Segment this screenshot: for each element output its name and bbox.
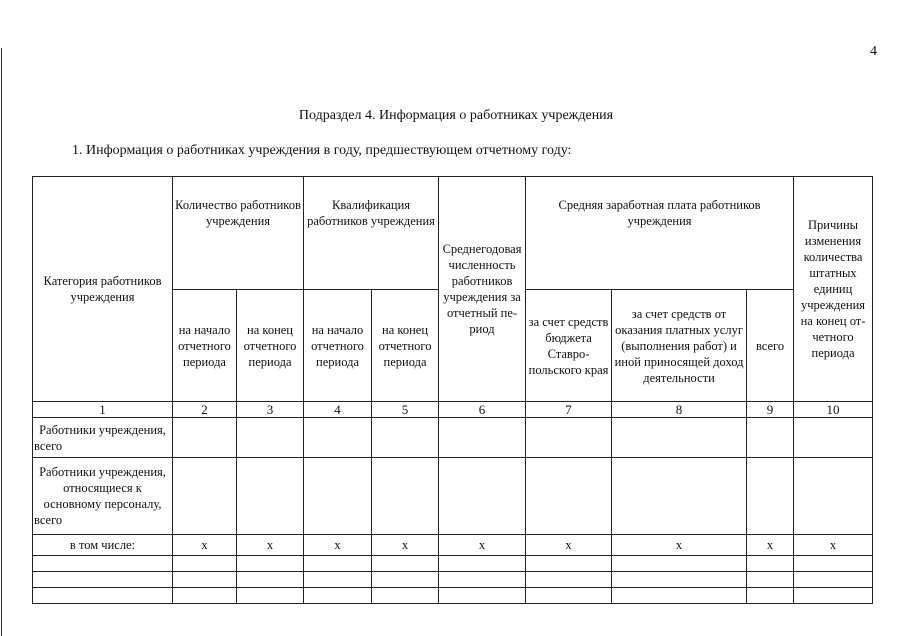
table-caption: 1. Информация о работниках учреждения в году, предшествующем отчетному году: [72,143,572,158]
empty-cell [794,556,873,572]
empty-cell [372,588,439,604]
table-cell: x [372,535,439,556]
section-title: Подраздел 4. Информация о работниках учреждения [298,108,614,123]
header-average-headcount: Среднегодовая численность работников учреждения за отчетный период [439,177,526,402]
header-salary-paid-services: за счет средств от оказания платных услуг (выполнения работ) и иной приносящей доход деятельности [612,290,747,402]
empty-table-row [33,572,873,588]
table-cell [794,418,873,458]
page-left-edge-line [1,48,2,636]
workers-info-table [32,176,873,604]
column-number: 2 [173,402,237,418]
header-qualification-group: Квалификация работников учреждения [304,177,439,290]
row-label: Работники учреждения, относящиеся к основному персоналу, всего [33,458,173,535]
empty-cell [237,588,304,604]
table-cell: x [237,535,304,556]
table-row [33,535,873,556]
column-number: 1 [33,402,173,418]
header-salary-budget: за счет средств бюджета Ставропольского края [526,290,612,402]
table-cell: x [173,535,237,556]
header-salary-group: Средняя заработная плата работников учреждения [526,177,794,290]
column-number: 9 [747,402,794,418]
row-label: в том числе: [33,535,173,556]
table-cell [439,418,526,458]
table-cell: x [439,535,526,556]
table-cell [173,418,237,458]
header-qualification-start: на начало отчетного периода [304,290,372,402]
header-reasons: Причины изменения количества штатных единиц учреждения на конец отчетного периода [794,177,873,402]
empty-cell [304,588,372,604]
empty-cell [612,572,747,588]
table-cell: x [304,535,372,556]
table-cell [304,418,372,458]
empty-cell [304,556,372,572]
table-cell: x [747,535,794,556]
table-cell [372,418,439,458]
empty-cell [439,556,526,572]
empty-cell [173,588,237,604]
header-headcount-group: Количество работников учреждения [173,177,304,290]
page-number: 4 [870,44,877,59]
empty-cell [526,556,612,572]
header-row-top [33,177,873,290]
empty-cell [33,588,173,604]
table-cell [173,458,237,535]
empty-cell [372,556,439,572]
empty-cell [173,556,237,572]
empty-cell [526,588,612,604]
empty-cell [747,556,794,572]
empty-cell [439,572,526,588]
table-cell [612,418,747,458]
table-cell: x [526,535,612,556]
empty-cell [612,588,747,604]
table-row [33,458,873,535]
table-cell [747,418,794,458]
header-salary-total: всего [747,290,794,402]
row-label: Работники учреждения, всего [33,418,173,458]
column-number: 3 [237,402,304,418]
empty-cell [237,556,304,572]
empty-cell [33,556,173,572]
column-number: 7 [526,402,612,418]
empty-table-row [33,556,873,572]
table-cell [526,458,612,535]
column-number: 4 [304,402,372,418]
table-cell [612,458,747,535]
table-cell [237,458,304,535]
empty-cell [612,556,747,572]
empty-cell [794,572,873,588]
table-cell: x [612,535,747,556]
table-cell [794,458,873,535]
empty-cell [794,588,873,604]
table-cell [526,418,612,458]
column-number: 8 [612,402,747,418]
empty-cell [526,572,612,588]
header-qualification-end: на конец отчетного периода [372,290,439,402]
table-cell: x [794,535,873,556]
header-headcount-end: на конец отчетного периода [237,290,304,402]
empty-cell [304,572,372,588]
column-number: 5 [372,402,439,418]
table-cell [304,458,372,535]
empty-table-row [33,588,873,604]
table-cell [372,458,439,535]
empty-cell [173,572,237,588]
empty-cell [33,572,173,588]
column-number: 6 [439,402,526,418]
empty-cell [372,572,439,588]
column-number-row [33,402,873,418]
column-number: 10 [794,402,873,418]
header-category: Категория работников учреждения [33,177,173,402]
empty-cell [747,588,794,604]
empty-cell [237,572,304,588]
header-headcount-start: на начало отчетного периода [173,290,237,402]
table-row [33,418,873,458]
table-cell [747,458,794,535]
table-cell [439,458,526,535]
empty-cell [747,572,794,588]
empty-cell [439,588,526,604]
table-cell [237,418,304,458]
